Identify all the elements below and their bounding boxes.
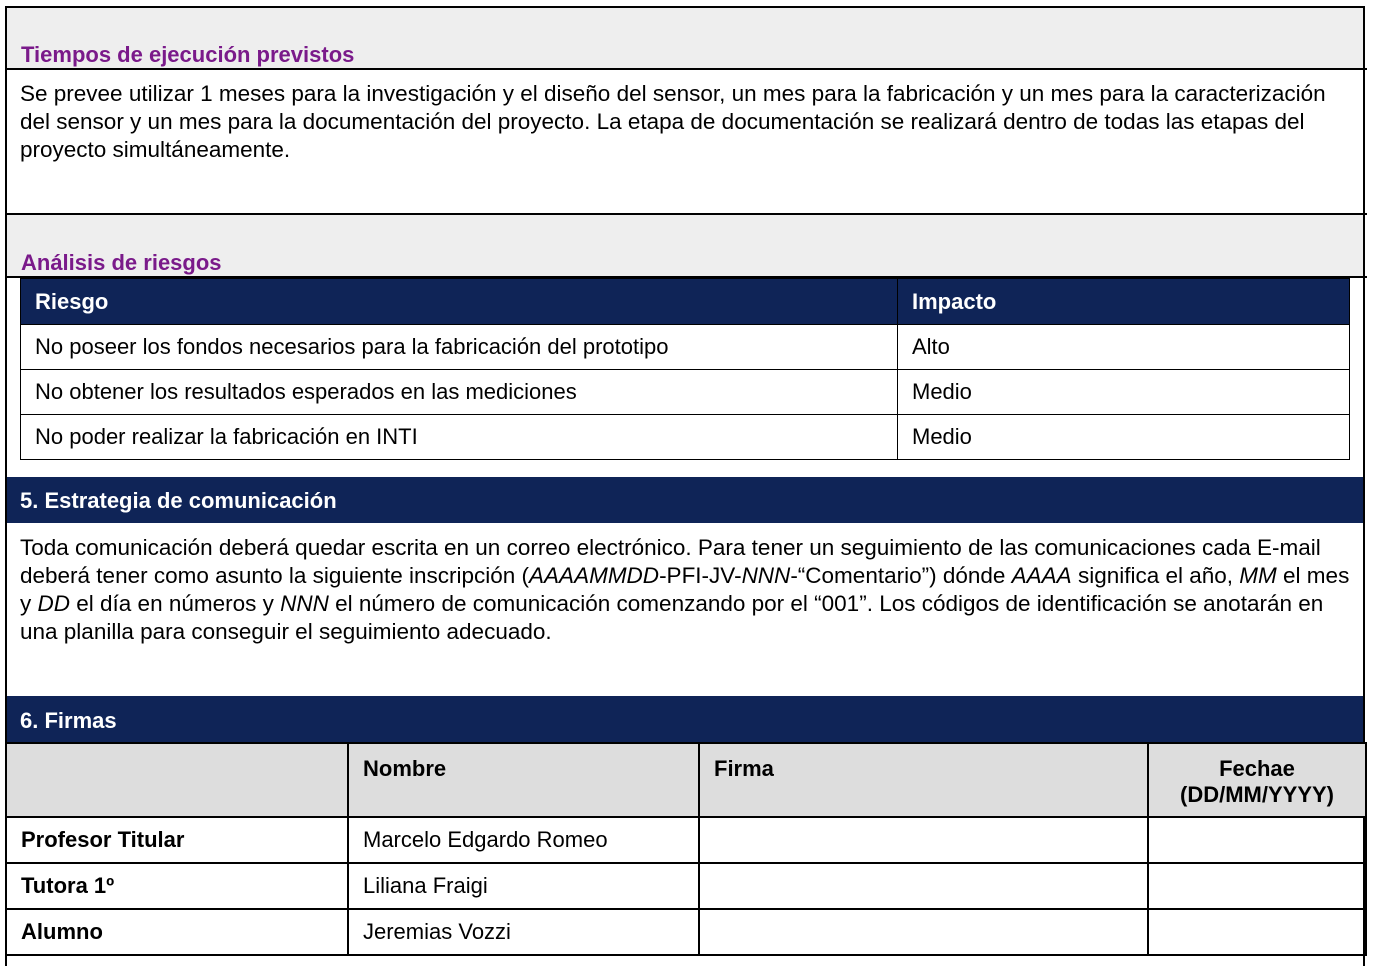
comunicacion-text: Toda comunicación deberá quedar escrita en un correo electrónico. Para tener un seguimiento de las comunicaciones cada E-mail deberá tener como asunto la siguiente inscripción (AAAAMMDD-PFI-JV-NNN-“Comentario”) dónde AAAA significa el año, MM el mes y DD el día en números y NNN el número de comunicación comenzando por el “001”. Los códigos de identificación se anotarán en una planilla para conseguir el seguimiento adecuado. (20, 535, 1350, 644)
role-cell: Alumno (6, 909, 348, 955)
date-cell[interactable] (1148, 817, 1366, 863)
signature-col-header: Firma (699, 743, 1148, 817)
impact-col-header: Impacto (898, 279, 1350, 325)
impact-cell: Medio (898, 370, 1350, 415)
table-row (6, 909, 1366, 955)
risk-cell: No obtener los resultados esperados en las mediciones (21, 370, 898, 415)
divider (5, 68, 1367, 70)
impact-cell: Medio (898, 415, 1350, 460)
tiempos-text: Se prevee utilizar 1 meses para la investigación y el diseño del sensor, un mes para la fabricación y un mes para la caracterización del sensor y un mes para la documentación del proyecto. La etapa de documentación se realizará dentro de todas las etapas del proyecto simultáneamente. (20, 81, 1326, 162)
role-cell: Tutora 1º (6, 863, 348, 909)
name-cell: Liliana Fraigi (348, 863, 699, 909)
date-cell[interactable] (1148, 863, 1366, 909)
signature-cell[interactable] (699, 817, 1148, 863)
risk-col-header: Riesgo (21, 279, 898, 325)
risk-cell: No poder realizar la fabricación en INTI (21, 415, 898, 460)
role-cell: Profesor Titular (6, 817, 348, 863)
risk-table (20, 278, 1350, 460)
signature-table (5, 742, 1367, 956)
table-row (21, 325, 1350, 370)
table-row (6, 863, 1366, 909)
name-col-header: Nombre (348, 743, 699, 817)
firmas-header-band (7, 696, 1363, 742)
date-col-header: Fechae (DD/MM/YYYY) (1148, 743, 1366, 817)
name-cell: Jeremias Vozzi (348, 909, 699, 955)
comunicacion-title: 5. Estrategia de comunicación (20, 488, 337, 513)
tiempos-title: Tiempos de ejecución previstos (21, 42, 355, 67)
signature-cell[interactable] (699, 863, 1148, 909)
date-cell[interactable] (1148, 909, 1366, 955)
impact-cell: Alto (898, 325, 1350, 370)
riesgos-title: Análisis de riesgos (21, 250, 222, 275)
table-row (21, 415, 1350, 460)
name-cell: Marcelo Edgardo Romeo (348, 817, 699, 863)
signature-cell[interactable] (699, 909, 1148, 955)
role-col-header (6, 743, 348, 817)
table-row (6, 817, 1366, 863)
firmas-title: 6. Firmas (20, 708, 117, 733)
table-row (21, 370, 1350, 415)
risk-cell: No poseer los fondos necesarios para la fabricación del prototipo (21, 325, 898, 370)
